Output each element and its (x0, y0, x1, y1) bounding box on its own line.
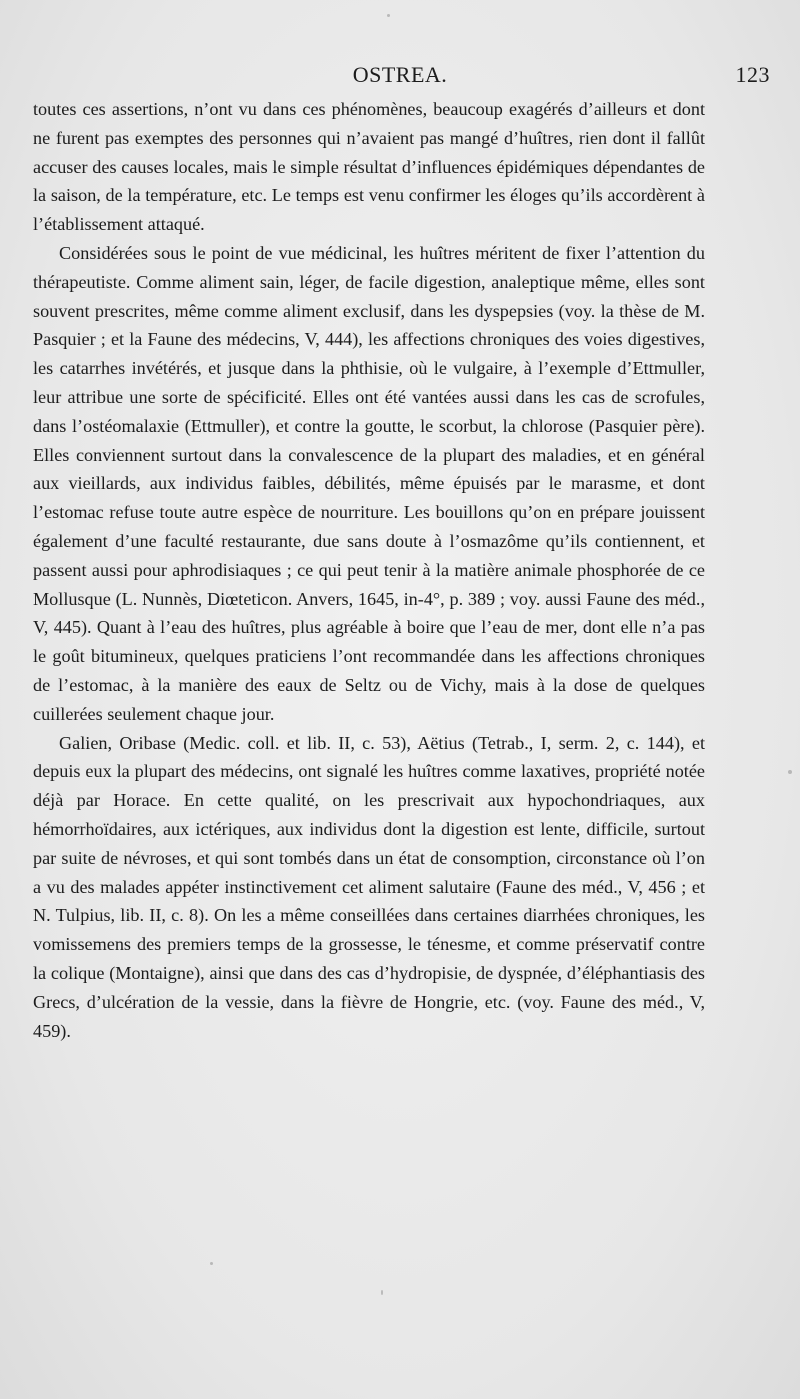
paper-speck (387, 14, 390, 17)
paper-speck (381, 1290, 383, 1295)
paragraph: Galien, Oribase (Medic. coll. et lib. II, c. 53), Aëtius (Tetrab., I, serm. 2, c. 144), et depuis eux la plupart des médecins, ont signalé les huîtres comme laxatives, propriété notée déjà par Horace. En cette qualité, on les prescrivait aux hypochondriaques, aux hémorrhoïdaires, aux ictériques, aux individus dont la digestion est lente, difficile, surtout par suite de névroses, et qui sont tombés dans un état de consomption, circonstance où l’on a vu des malades appéter instinctivement cet aliment salutaire (Faune des méd., V, 456 ; et N. Tulpius, lib. II, c. 8). On les a même conseillées dans certaines diarrhées chroniques, les vomissemens des premiers temps de la grossesse, le ténesme, et comme préservatif contre la colique (Montaigne), ainsi que dans des cas d’hydropisie, de dyspnée, d’éléphantiasis des Grecs, d’ulcération de la vessie, dans la fièvre de Hongrie, etc. (voy. Faune des méd., V, 459). (33, 732, 705, 1041)
running-title: OSTREA. (352, 62, 448, 87)
paper-speck (788, 770, 792, 774)
page-header (30, 62, 770, 96)
paragraph: toutes ces assertions, n’ont vu dans ces phénomènes, beaucoup exagérés d’ailleurs et dont ne furent pas exemptes des personnes qui n’avaient pas mangé d’huîtres, rien dont il fallût accuser des causes locales, mais le simple résultat d’influences épidémiques dépendantes de la saison, de la température, etc. Le temps est venu confirmer les éloges qu’ils accordèrent à l’établissement attaqué. (33, 99, 705, 235)
page-number: 123 (735, 62, 770, 87)
body-text (33, 95, 705, 1045)
paper-speck (210, 1262, 213, 1265)
paragraph: Considérées sous le point de vue médicinal, les huîtres méritent de fixer l’attention du thérapeutiste. Comme aliment sain, léger, de facile digestion, analeptique même, elles sont souvent prescrites, même comme aliment exclusif, dans les dyspepsies (voy. la thèse de M. Pasquier ; et la Faune des médecins, V, 444), les affections chroniques des voies digestives, les catarrhes invétérés, et jusque dans la phthisie, où le vulgaire, à l’exemple d’Ettmuller, leur attribue une sorte de spécificité. Elles ont été vantées aussi dans les cas de scrofules, dans l’ostéomalaxie (Ettmuller), et contre la goutte, le scorbut, la chlorose (Pasquier père). Elles conviennent surtout dans la convalescence de la plupart des maladies, et en général aux vieillards, aux individus faibles, débilités, même épuisés par le marasme, et dont l’estomac refuse toute autre espèce de nourriture. Les bouillons qu’on en prépare jouissent également d’une faculté restaurante, due sans doute à l’osmazôme qu’ils contiennent, et passent aussi pour aphrodisiaques ; ce qui peut tenir à la matière animale phosphorée de ce Mollusque (L. Nunnès, Diœteticon. Anvers, 1645, in-4°, p. 389 ; voy. aussi Faune des méd., V, 445). Quant à l’eau des huîtres, plus agréable à boire que l’eau de mer, dont elle n’a pas le goût bitumineux, quelques praticiens l’ont recommandée dans les affections chroniques de l’estomac, à la manière des eaux de Seltz ou de Vichy, mais à la dose de quelques cuillerées seulement chaque jour. (33, 242, 705, 724)
